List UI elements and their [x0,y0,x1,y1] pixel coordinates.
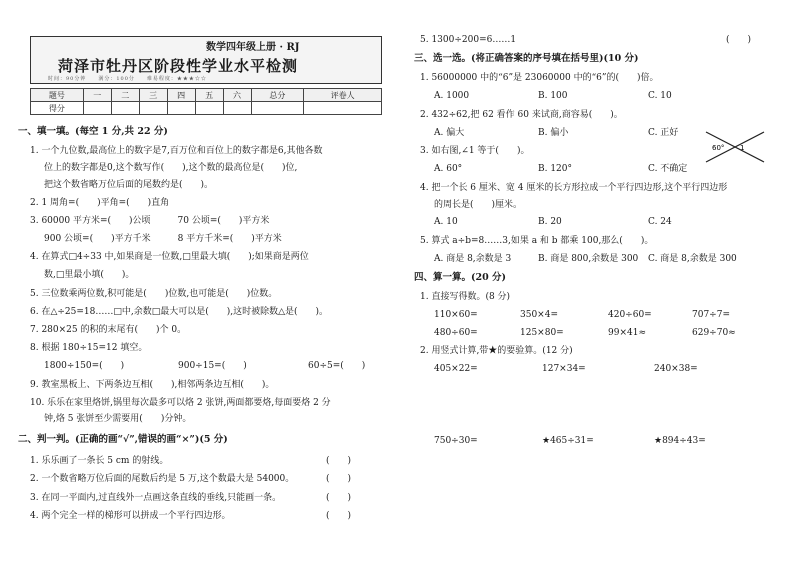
question-8-a: 1800÷150=( ) [44,361,125,371]
question-7: 7. 280×25 的积的末尾有( )个 0。 [30,325,187,335]
choice-5: 5. 算式 a÷b=8……3,如果 a 和 b 都乘 100,那么( )。 [420,236,654,246]
score-cell[interactable] [167,102,195,115]
question-8-b: 900÷15=( ) [178,361,247,371]
score-cell[interactable] [83,102,111,115]
choice-4-line-1: 4. 把一个长 6 厘米、宽 4 厘米的长方形拉成一个平行四边形,这个平行四边形 [420,183,728,193]
question-1-line-2: 位上的数字都是0,这个数写作( ),这个数的最高位是( )位, [44,163,298,173]
question-1-line-3: 把这个数省略万位后面的尾数约是( )。 [44,180,214,190]
question-8-c: 60÷5=( ) [308,361,366,371]
calc-2-3: 240×38= [654,364,698,374]
choice-1-option-c[interactable]: C. 10 [648,91,672,101]
score-header-cell: 一 [83,89,111,102]
section-3-title: 三、选一选。(将正确答案的序号填在括号里)(10 分) [414,53,639,64]
calc-1-4: 707÷7= [692,310,730,320]
question-5: 5. 三位数乘两位数,积可能是( )位数,也可能是( )位数。 [30,289,278,299]
score-header-cell: 五 [195,89,223,102]
question-3-line-2: 900 公顷=( )平方千米 8 平方千米=( )平方米 [44,234,282,244]
judge-5-answer[interactable]: ( ) [726,35,752,45]
score-cell[interactable] [223,102,251,115]
exam-meta: 时间：90分钟 满分：100分 难易程度：★★★☆☆ [48,76,207,82]
judge-4-answer[interactable]: ( ) [326,511,352,521]
choice-1: 1. 56000000 中的“6”是 23060000 中的“6”的( )倍。 [420,73,659,83]
question-2: 2. 1 周角=( )平角=( )直角 [30,198,170,208]
calc-2-6: ★894÷43= [654,436,706,446]
calc-2-4: 750÷30= [434,436,478,446]
calc-1-1: 110×60= [434,310,478,320]
choice-4-option-a[interactable]: A. 10 [434,217,458,227]
choice-3: 3. 如右图,∠1 等于( )。 [420,146,530,156]
calc-1-3: 420÷60= [608,310,652,320]
question-8: 8. 根据 180÷15=12 填空。 [30,343,148,353]
judge-5: 5. 1300÷200=6……1 [420,35,517,45]
choice-1-option-a[interactable]: A. 1000 [434,91,470,101]
judge-2: 2. 一个数省略万位后面的尾数后约是 5 万,这个数最大是 54000。 [30,474,295,484]
judge-2-answer[interactable]: ( ) [326,474,352,484]
question-1-line-1: 1. 一个九位数,最高位上的数字是7,百万位和百位上的数字都是6,其他各数 [30,146,323,156]
score-table [30,88,382,115]
calc-1-6: 125×80= [520,328,564,338]
score-cell[interactable] [111,102,139,115]
score-header-cell: 四 [167,89,195,102]
calc-2-5: ★465÷31= [542,436,594,446]
judge-1-answer[interactable]: ( ) [326,456,352,466]
question-3-line-1: 3. 60000 平方米=( )公顷 70 公顷=( )平方米 [30,216,270,226]
calc-2-1: 405×22= [434,364,478,374]
choice-4-option-c[interactable]: C. 24 [648,217,672,227]
judge-3: 3. 在同一平面内,过直线外一点画这条直线的垂线,只能画一条。 [30,493,282,503]
edition-label: 数学四年级上册 · RJ [206,42,300,53]
judge-1: 1. 乐乐画了一条长 5 cm 的射线。 [30,456,169,466]
judge-4: 4. 两个完全一样的梯形可以拼成一个平行四边形。 [30,511,231,521]
choice-3-option-c[interactable]: C. 不确定 [648,164,688,174]
figure-angle-label: 60° [712,144,725,152]
choice-5-option-b[interactable]: B. 商是 800,余数是 300 [538,254,639,264]
score-row-label: 得分 [31,102,84,115]
choice-2-option-a[interactable]: A. 偏大 [434,128,465,138]
question-6: 6. 在△÷25=18……□中,余数□最大可以是( ),这时被除数△是( )。 [30,307,329,317]
calc-1-8: 629÷70≈ [692,328,736,338]
choice-3-option-b[interactable]: B. 120° [538,164,573,174]
score-header-row [31,89,382,102]
section-4-title: 四、算一算。(20 分) [414,272,507,283]
score-cell[interactable] [251,102,304,115]
choice-1-option-b[interactable]: B. 100 [538,91,568,101]
question-10-line-2: 钟,烙 5 张饼至少需要用( )分钟。 [44,414,192,424]
figure-angle-1-label: 1 [740,144,745,152]
score-header-cell: 题号 [31,89,84,102]
score-cell[interactable] [304,102,382,115]
score-header-cell: 总分 [251,89,304,102]
section-2-title: 二、判一判。(正确的画“√”,错误的画“×”)(5 分) [18,434,228,445]
choice-5-option-c[interactable]: C. 商是 8,余数是 300 [648,254,737,264]
page-title: 菏泽市牡丹区阶段性学业水平检测 [58,57,299,75]
score-header-cell: 评卷人 [304,89,382,102]
choice-4-line-2: 的周长是( )厘米。 [434,200,523,210]
score-header-cell: 六 [223,89,251,102]
question-9: 9. 教室黑板上、下两条边互相( ),相邻两条边互相( )。 [30,380,275,390]
calc-2-2: 127×34= [542,364,586,374]
choice-2-option-c[interactable]: C. 正好 [648,128,679,138]
question-10-line-1: 10. 乐乐在家里烙饼,锅里每次最多可以烙 2 张饼,两面都要烙,每面要烙 2 分 [30,398,331,408]
judge-3-answer[interactable]: ( ) [326,493,352,503]
choice-5-option-a[interactable]: A. 商是 8,余数是 3 [434,254,512,264]
section-1-title: 一、填一填。(每空 1 分,共 22 分) [18,126,168,137]
choice-2: 2. 432÷62,把 62 看作 60 来试商,商容易( )。 [420,110,623,120]
score-header-cell: 三 [139,89,167,102]
calc-1-5: 480÷60= [434,328,478,338]
question-4-line-2: 数,□里最小填( )。 [44,270,135,280]
question-4-line-1: 4. 在算式□4÷33 中,如果商是一位数,□里最大填( );如果商是两位 [30,252,309,262]
score-cell[interactable] [195,102,223,115]
score-header-cell: 二 [111,89,139,102]
angle-figure [700,128,770,166]
choice-2-option-b[interactable]: B. 偏小 [538,128,569,138]
score-value-row [31,102,382,115]
calc-part-2: 2. 用竖式计算,带★的要验算。(12 分) [420,346,573,356]
calc-1-7: 99×41≈ [608,328,646,338]
calc-1-2: 350×4= [520,310,558,320]
calc-part-1: 1. 直接写得数。(8 分) [420,292,511,302]
choice-3-option-a[interactable]: A. 60° [434,164,463,174]
score-cell[interactable] [139,102,167,115]
choice-4-option-b[interactable]: B. 20 [538,217,562,227]
